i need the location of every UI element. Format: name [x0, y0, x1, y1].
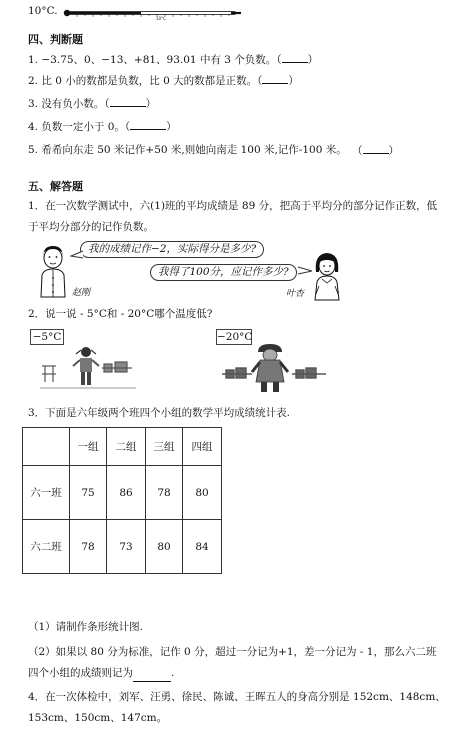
- table-row: [23, 520, 222, 574]
- speech-bubble-boy: 我的成绩记作−2，实际得分是多少?: [80, 241, 264, 258]
- table-cell: 78: [146, 466, 183, 520]
- judge-item-3: 3. 没有负小数。（ ）: [28, 98, 157, 110]
- child-outdoor-icon: [40, 344, 136, 390]
- table-cell: 六一班: [23, 466, 70, 520]
- girl-figure-icon: [310, 250, 344, 302]
- q3-sub1: （1）请制作条形统计图.: [28, 621, 144, 633]
- table-cell: 86: [107, 466, 146, 520]
- q1-line2: 于平均分部分的记作负数。: [28, 221, 154, 233]
- table-cell: 75: [70, 466, 107, 520]
- table-cell: 84: [183, 520, 222, 574]
- table-cell: 80: [146, 520, 183, 574]
- judge-item-1: 1. −3.75、0、−13、+81、93.01 中有 3 个负数。（ ）: [28, 54, 319, 66]
- thermometer-icon: [63, 8, 241, 18]
- section5-title: 五、解答题: [28, 180, 83, 193]
- thermometer-label: 10°C.: [28, 5, 58, 17]
- answer-blank[interactable]: [282, 52, 308, 63]
- table-cell: 78: [70, 520, 107, 574]
- section4-title: 四、判断题: [28, 33, 83, 46]
- temp-sign-minus20: −20°C: [217, 331, 253, 343]
- table-header-cell: [23, 428, 70, 466]
- table-header-row: [23, 428, 222, 466]
- table-header-cell: 四组: [183, 428, 222, 466]
- speech-bubble-girl: 我得了100分，应记作多少?: [150, 264, 297, 281]
- student-name-yexing: 叶杏: [286, 289, 305, 299]
- q3-sub2-line1: （2）如果以 80 分为标准，记作 0 分，超过一分记为+1，差一分记为 - 1，那么六二班: [28, 646, 437, 658]
- q4-line1: 4．在一次体检中，刘军、汪勇、徐民、陈诚、王晖五人的身高分别是 152cm、148cm、: [28, 691, 446, 703]
- answer-blank[interactable]: [133, 666, 171, 682]
- judge-item-2: 2. 比 0 小的数都是负数，比 0 大的数都是正数。（ ）: [28, 75, 299, 87]
- boy-figure-icon: [36, 243, 70, 299]
- answer-blank[interactable]: [130, 119, 166, 130]
- temp-sign-minus5: −5°C: [30, 329, 64, 345]
- answer-blank[interactable]: [110, 96, 146, 107]
- scores-table: [22, 427, 222, 574]
- q3-sub2-line2: 四个小组的成绩则记为 .: [28, 666, 174, 682]
- q1-line1: 1．在一次数学测试中，六(1)班的平均成绩是 89 分，把高于平均分的部分记作正数，低: [28, 200, 438, 212]
- judge-item-4: 4. 负数一定小于 0。（ ）: [28, 121, 177, 133]
- answer-blank[interactable]: [363, 143, 389, 154]
- table-cell: 80: [183, 466, 222, 520]
- table-cell: 六二班: [23, 520, 70, 574]
- table-cell: 73: [107, 520, 146, 574]
- table-header-cell: 三组: [146, 428, 183, 466]
- judge-item-5: 5. 希希向东走 50 米记作+50 米,则她向南走 100 米,记作-100 米。: [28, 144, 347, 156]
- q3-text: 3．下面是六年级两个班四个小组的数学平均成绩统计表.: [28, 407, 291, 419]
- q2-text: 2．说一说 - 5°C和 - 20°C哪个温度低?: [28, 308, 213, 320]
- answer-blank[interactable]: [262, 73, 288, 84]
- judge-item-5-blank: （ ）: [352, 145, 399, 157]
- thermometer-tick-label: 10°C: [156, 16, 166, 21]
- table-row: [23, 466, 222, 520]
- student-name-zhaogang: 赵刚: [72, 288, 91, 298]
- table-header-cell: 二组: [107, 428, 146, 466]
- table-header-cell: 一组: [70, 428, 107, 466]
- speech-tail-icon: [70, 250, 84, 260]
- child-winter-icon: [222, 342, 326, 394]
- q4-line2: 153cm、150cm、147cm。: [28, 712, 168, 724]
